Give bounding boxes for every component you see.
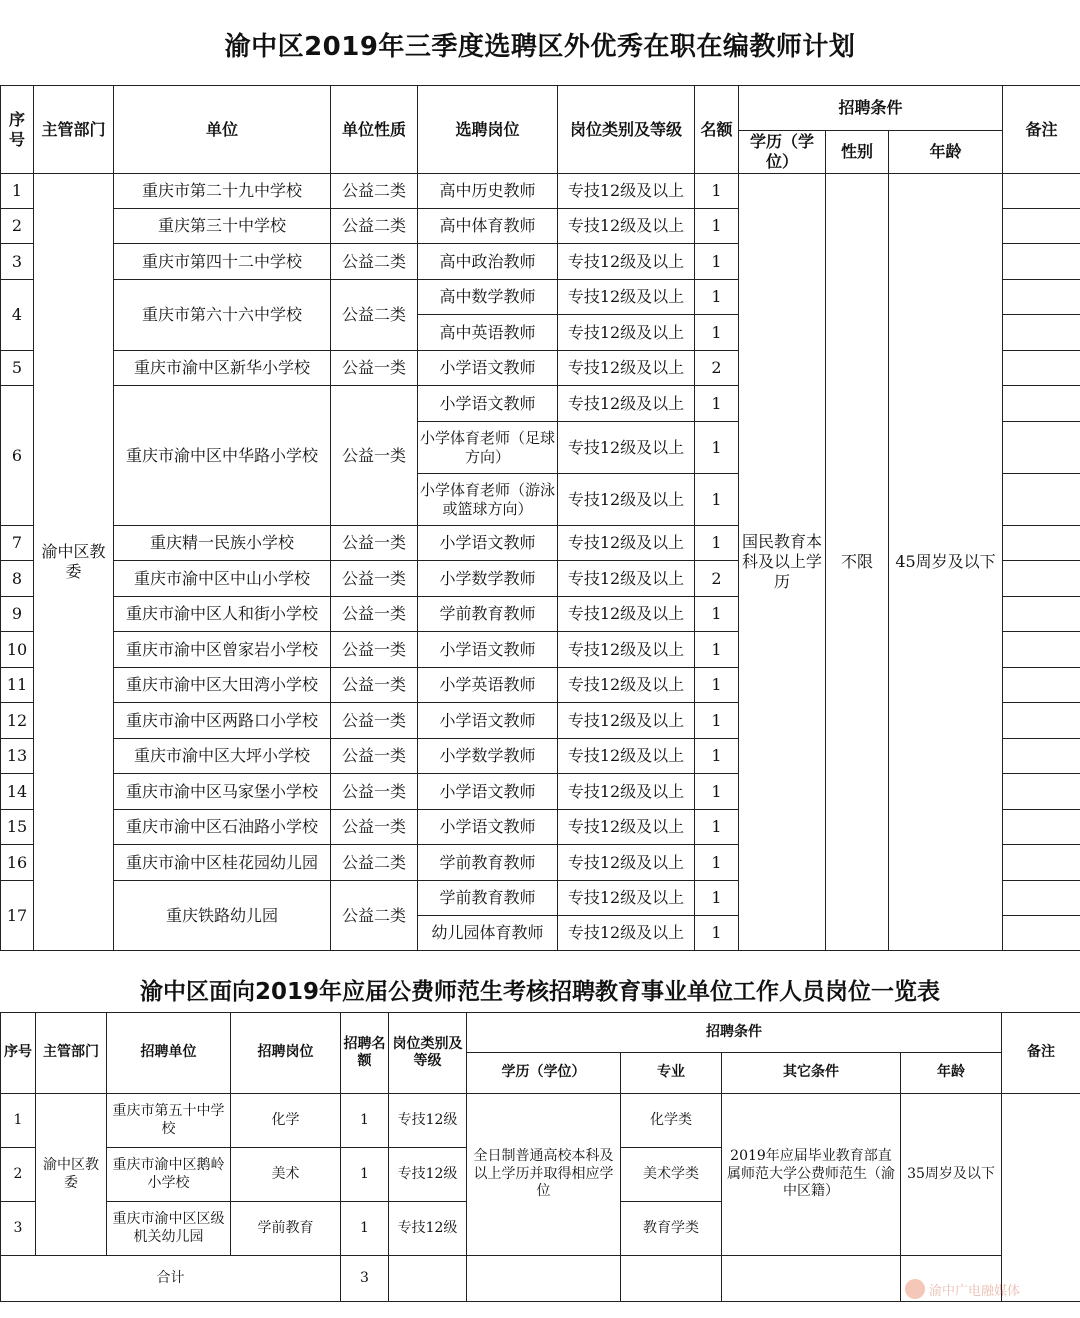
cell-major: 美术学类: [621, 1148, 722, 1202]
page-title: 渝中区2019年三季度选聘区外优秀在职在编教师计划: [224, 32, 856, 62]
cell-level: 专技12级及以上: [558, 315, 695, 351]
cell-major: [621, 1256, 722, 1302]
cell-seq: 15: [1, 810, 34, 845]
cell-remark: [1003, 845, 1080, 881]
table-row: [1, 1094, 1080, 1148]
cell-edu: 国民教育本科及以上学历: [739, 174, 826, 951]
cell-unit: 重庆市渝中区新华小学校: [114, 351, 331, 386]
cell-nature: 公益一类: [331, 597, 418, 632]
cell-level: 专技12级及以上: [558, 810, 695, 845]
cell-count: 1: [695, 774, 739, 810]
cell-unit: 重庆精一民族小学校: [114, 526, 331, 561]
cell-unit: 重庆第三十中学校: [114, 209, 331, 244]
cell-count: 1: [341, 1202, 389, 1256]
cell-count: 1: [341, 1148, 389, 1202]
header-edu: 学历（学位）: [739, 131, 826, 174]
teacher-plan-table: [0, 85, 1080, 951]
cell-other: 2019年应届毕业教育部直属师范大学公费师范生（渝中区籍）: [722, 1094, 901, 1256]
cell-post: 小学语文教师: [418, 632, 558, 668]
cell-seq: 12: [1, 703, 34, 739]
cell-post: 小学语文教师: [418, 526, 558, 561]
cell-post: 小学语文教师: [418, 774, 558, 810]
header-gender: 性别: [826, 131, 889, 174]
cell-seq: 2: [1, 1148, 36, 1202]
cell-remark: [1003, 351, 1080, 386]
cell-count: 1: [695, 881, 739, 916]
cell-post: 小学体育老师（足球方向）: [418, 422, 558, 474]
cell-count: 1: [695, 632, 739, 668]
cell-remark: [1003, 174, 1080, 209]
cell-count: 1: [695, 244, 739, 280]
cell-nature: 公益二类: [331, 174, 418, 209]
cell-remark: [1003, 474, 1080, 526]
cell-nature: 公益一类: [331, 632, 418, 668]
header-age: 年龄: [889, 131, 1003, 174]
cell-remark: [1003, 632, 1080, 668]
cell-nature: 公益一类: [331, 739, 418, 774]
cell-post: 小学语文教师: [418, 703, 558, 739]
cell-other: [722, 1256, 901, 1302]
cell-nature: 公益一类: [331, 386, 418, 526]
cell-count: 1: [695, 668, 739, 703]
cell-remark: [1003, 703, 1080, 739]
cell-nature: 公益一类: [331, 526, 418, 561]
cell-remark: [1002, 1094, 1080, 1302]
cell-remark: [1003, 881, 1080, 916]
cell-post: 高中政治教师: [418, 244, 558, 280]
graduate-recruitment-table: [0, 1012, 1080, 1302]
cell-post: 小学体育老师（游泳或篮球方向）: [418, 474, 558, 526]
cell-nature: 公益一类: [331, 810, 418, 845]
cell-nature: 公益一类: [331, 561, 418, 597]
cell-age: 35周岁及以下: [901, 1094, 1002, 1256]
cell-level: 专技12级及以上: [558, 561, 695, 597]
cell-count: 1: [695, 916, 739, 951]
header-major: 专业: [621, 1053, 722, 1094]
cell-post: 小学数学教师: [418, 561, 558, 597]
total-count: 3: [341, 1256, 389, 1302]
cell-count: 2: [695, 561, 739, 597]
cell-remark: [1003, 739, 1080, 774]
cell-unit: 重庆市渝中区曾家岩小学校: [114, 632, 331, 668]
cell-remark: [1003, 422, 1080, 474]
header-count: 名额: [695, 86, 739, 174]
cell-nature: 公益一类: [331, 668, 418, 703]
total-label: 合计: [1, 1256, 341, 1302]
cell-level: 专技12级及以上: [558, 632, 695, 668]
cell-remark: [1003, 561, 1080, 597]
cell-dept: 渝中区教委: [34, 174, 114, 951]
second-table-title: 渝中区面向2019年应届公费师范生考核招聘教育事业单位工作人员岗位一览表: [139, 979, 940, 1005]
cell-count: 1: [695, 810, 739, 845]
cell-level: 专技12级及以上: [558, 845, 695, 881]
cell-nature: 公益二类: [331, 209, 418, 244]
cell-seq: 13: [1, 739, 34, 774]
cell-level: [389, 1256, 467, 1302]
cell-level: 专技12级及以上: [558, 422, 695, 474]
cell-level: 专技12级及以上: [558, 280, 695, 315]
cell-dept: 渝中区教委: [36, 1094, 107, 1256]
cell-level: 专技12级及以上: [558, 244, 695, 280]
header-seq: 序号: [1, 1013, 36, 1094]
cell-post: 学前教育教师: [418, 881, 558, 916]
header-level: 岗位类别及等级: [558, 86, 695, 174]
cell-unit: 重庆市渝中区人和街小学校: [114, 597, 331, 632]
cell-unit: 重庆市渝中区大坪小学校: [114, 739, 331, 774]
cell-nature: 公益二类: [331, 845, 418, 881]
cell-seq: 5: [1, 351, 34, 386]
cell-seq: 2: [1, 209, 34, 244]
cell-level: 专技12级及以上: [558, 739, 695, 774]
cell-level: 专技12级: [389, 1202, 467, 1256]
cell-count: 1: [695, 526, 739, 561]
cell-count: 1: [695, 739, 739, 774]
cell-level: 专技12级: [389, 1148, 467, 1202]
cell-seq: 17: [1, 881, 34, 951]
watermark: [905, 1279, 1020, 1299]
cell-remark: [1003, 597, 1080, 632]
header-unit: 单位: [114, 86, 331, 174]
cell-count: 1: [695, 386, 739, 422]
header-seq: 序号: [1, 86, 34, 174]
cell-post: 小学语文教师: [418, 810, 558, 845]
table-row: [1, 174, 1080, 209]
cell-level: 专技12级及以上: [558, 881, 695, 916]
header-conditions: 招聘条件: [467, 1013, 1002, 1053]
header-age: 年龄: [901, 1053, 1002, 1094]
cell-remark: [1003, 244, 1080, 280]
cell-count: 1: [695, 597, 739, 632]
cell-nature: 公益一类: [331, 774, 418, 810]
header-other: 其它条件: [722, 1053, 901, 1094]
cell-level: 专技12级及以上: [558, 668, 695, 703]
cell-level: 专技12级及以上: [558, 526, 695, 561]
cell-count: 1: [695, 703, 739, 739]
cell-major: 化学类: [621, 1094, 722, 1148]
cell-seq: 7: [1, 526, 34, 561]
cell-seq: 9: [1, 597, 34, 632]
cell-post: 学前教育教师: [418, 597, 558, 632]
cell-unit: 重庆市渝中区桂花园幼儿园: [114, 845, 331, 881]
cell-unit: 重庆市渝中区中华路小学校: [114, 386, 331, 526]
cell-unit: 重庆市第四十二中学校: [114, 244, 331, 280]
cell-remark: [1003, 315, 1080, 351]
cell-level: 专技12级及以上: [558, 703, 695, 739]
cell-remark: [1003, 810, 1080, 845]
cell-post: 学前教育: [231, 1202, 341, 1256]
cell-count: 1: [695, 174, 739, 209]
cell-nature: 公益二类: [331, 280, 418, 351]
header-nature: 单位性质: [331, 86, 418, 174]
header-conditions: 招聘条件: [739, 86, 1003, 131]
cell-count: 1: [695, 315, 739, 351]
cell-post: 高中历史教师: [418, 174, 558, 209]
cell-post: 学前教育教师: [418, 845, 558, 881]
media-logo-icon: [905, 1279, 925, 1299]
cell-nature: 公益二类: [331, 244, 418, 280]
cell-unit: 重庆铁路幼儿园: [114, 881, 331, 951]
header-remark: 备注: [1002, 1013, 1080, 1094]
cell-seq: 8: [1, 561, 34, 597]
cell-remark: [1003, 774, 1080, 810]
cell-nature: 公益一类: [331, 703, 418, 739]
cell-seq: 14: [1, 774, 34, 810]
cell-remark: [1003, 668, 1080, 703]
cell-level: 专技12级及以上: [558, 474, 695, 526]
cell-nature: 公益一类: [331, 351, 418, 386]
cell-count: 2: [695, 351, 739, 386]
cell-unit: 重庆市渝中区石油路小学校: [114, 810, 331, 845]
cell-level: 专技12级及以上: [558, 351, 695, 386]
cell-remark: [1003, 526, 1080, 561]
cell-level: 专技12级及以上: [558, 174, 695, 209]
cell-seq: 11: [1, 668, 34, 703]
cell-unit: 重庆市渝中区鹅岭小学校: [107, 1148, 231, 1202]
cell-edu: 全日制普通高校本科及以上学历并取得相应学位: [467, 1094, 621, 1256]
cell-gender: 不限: [826, 174, 889, 951]
cell-unit: 重庆市渝中区两路口小学校: [114, 703, 331, 739]
cell-post: 高中体育教师: [418, 209, 558, 244]
cell-post: 小学语文教师: [418, 386, 558, 422]
header-unit: 招聘单位: [107, 1013, 231, 1094]
watermark-text: 渝中广电融媒体: [929, 1283, 1021, 1299]
cell-count: 1: [695, 280, 739, 315]
cell-unit: 重庆市第五十中学校: [107, 1094, 231, 1148]
cell-remark: [1003, 916, 1080, 951]
cell-remark: [1003, 386, 1080, 422]
header-dept: 主管部门: [36, 1013, 107, 1094]
cell-level: 专技12级及以上: [558, 774, 695, 810]
cell-seq: 16: [1, 845, 34, 881]
header-count: 招聘名额: [341, 1013, 389, 1094]
cell-count: 1: [341, 1094, 389, 1148]
header-dept: 主管部门: [34, 86, 114, 174]
header-remark: 备注: [1003, 86, 1080, 174]
cell-major: 教育学类: [621, 1202, 722, 1256]
cell-unit: 重庆市第六十六中学校: [114, 280, 331, 351]
cell-post: 美术: [231, 1148, 341, 1202]
cell-post: 小学数学教师: [418, 739, 558, 774]
cell-post: 小学语文教师: [418, 351, 558, 386]
cell-seq: 1: [1, 1094, 36, 1148]
cell-count: 1: [695, 474, 739, 526]
cell-remark: [1003, 280, 1080, 315]
cell-post: 小学英语教师: [418, 668, 558, 703]
header-post: 招聘岗位: [231, 1013, 341, 1094]
cell-post: 高中英语教师: [418, 315, 558, 351]
cell-unit: 重庆市渝中区马家堡小学校: [114, 774, 331, 810]
cell-post: 高中数学教师: [418, 280, 558, 315]
cell-unit: 重庆市渝中区大田湾小学校: [114, 668, 331, 703]
cell-level: 专技12级: [389, 1094, 467, 1148]
cell-seq: 10: [1, 632, 34, 668]
cell-level: 专技12级及以上: [558, 209, 695, 244]
cell-seq: 3: [1, 1202, 36, 1256]
cell-remark: [1003, 209, 1080, 244]
cell-level: 专技12级及以上: [558, 386, 695, 422]
cell-count: 1: [695, 209, 739, 244]
cell-nature: 公益二类: [331, 881, 418, 951]
cell-seq: 6: [1, 386, 34, 526]
cell-seq: 3: [1, 244, 34, 280]
cell-post: 幼儿园体育教师: [418, 916, 558, 951]
cell-unit: 重庆市渝中区中山小学校: [114, 561, 331, 597]
cell-age: 45周岁及以下: [889, 174, 1003, 951]
cell-post: 化学: [231, 1094, 341, 1148]
cell-unit: 重庆市渝中区区级机关幼儿园: [107, 1202, 231, 1256]
header-edu: 学历（学位）: [467, 1053, 621, 1094]
cell-edu: [467, 1256, 621, 1302]
cell-unit: 重庆市第二十九中学校: [114, 174, 331, 209]
cell-count: 1: [695, 845, 739, 881]
cell-seq: 1: [1, 174, 34, 209]
header-post: 选聘岗位: [418, 86, 558, 174]
header-level: 岗位类别及等级: [389, 1013, 467, 1094]
cell-level: 专技12级及以上: [558, 597, 695, 632]
cell-level: 专技12级及以上: [558, 916, 695, 951]
cell-seq: 4: [1, 280, 34, 351]
cell-count: 1: [695, 422, 739, 474]
